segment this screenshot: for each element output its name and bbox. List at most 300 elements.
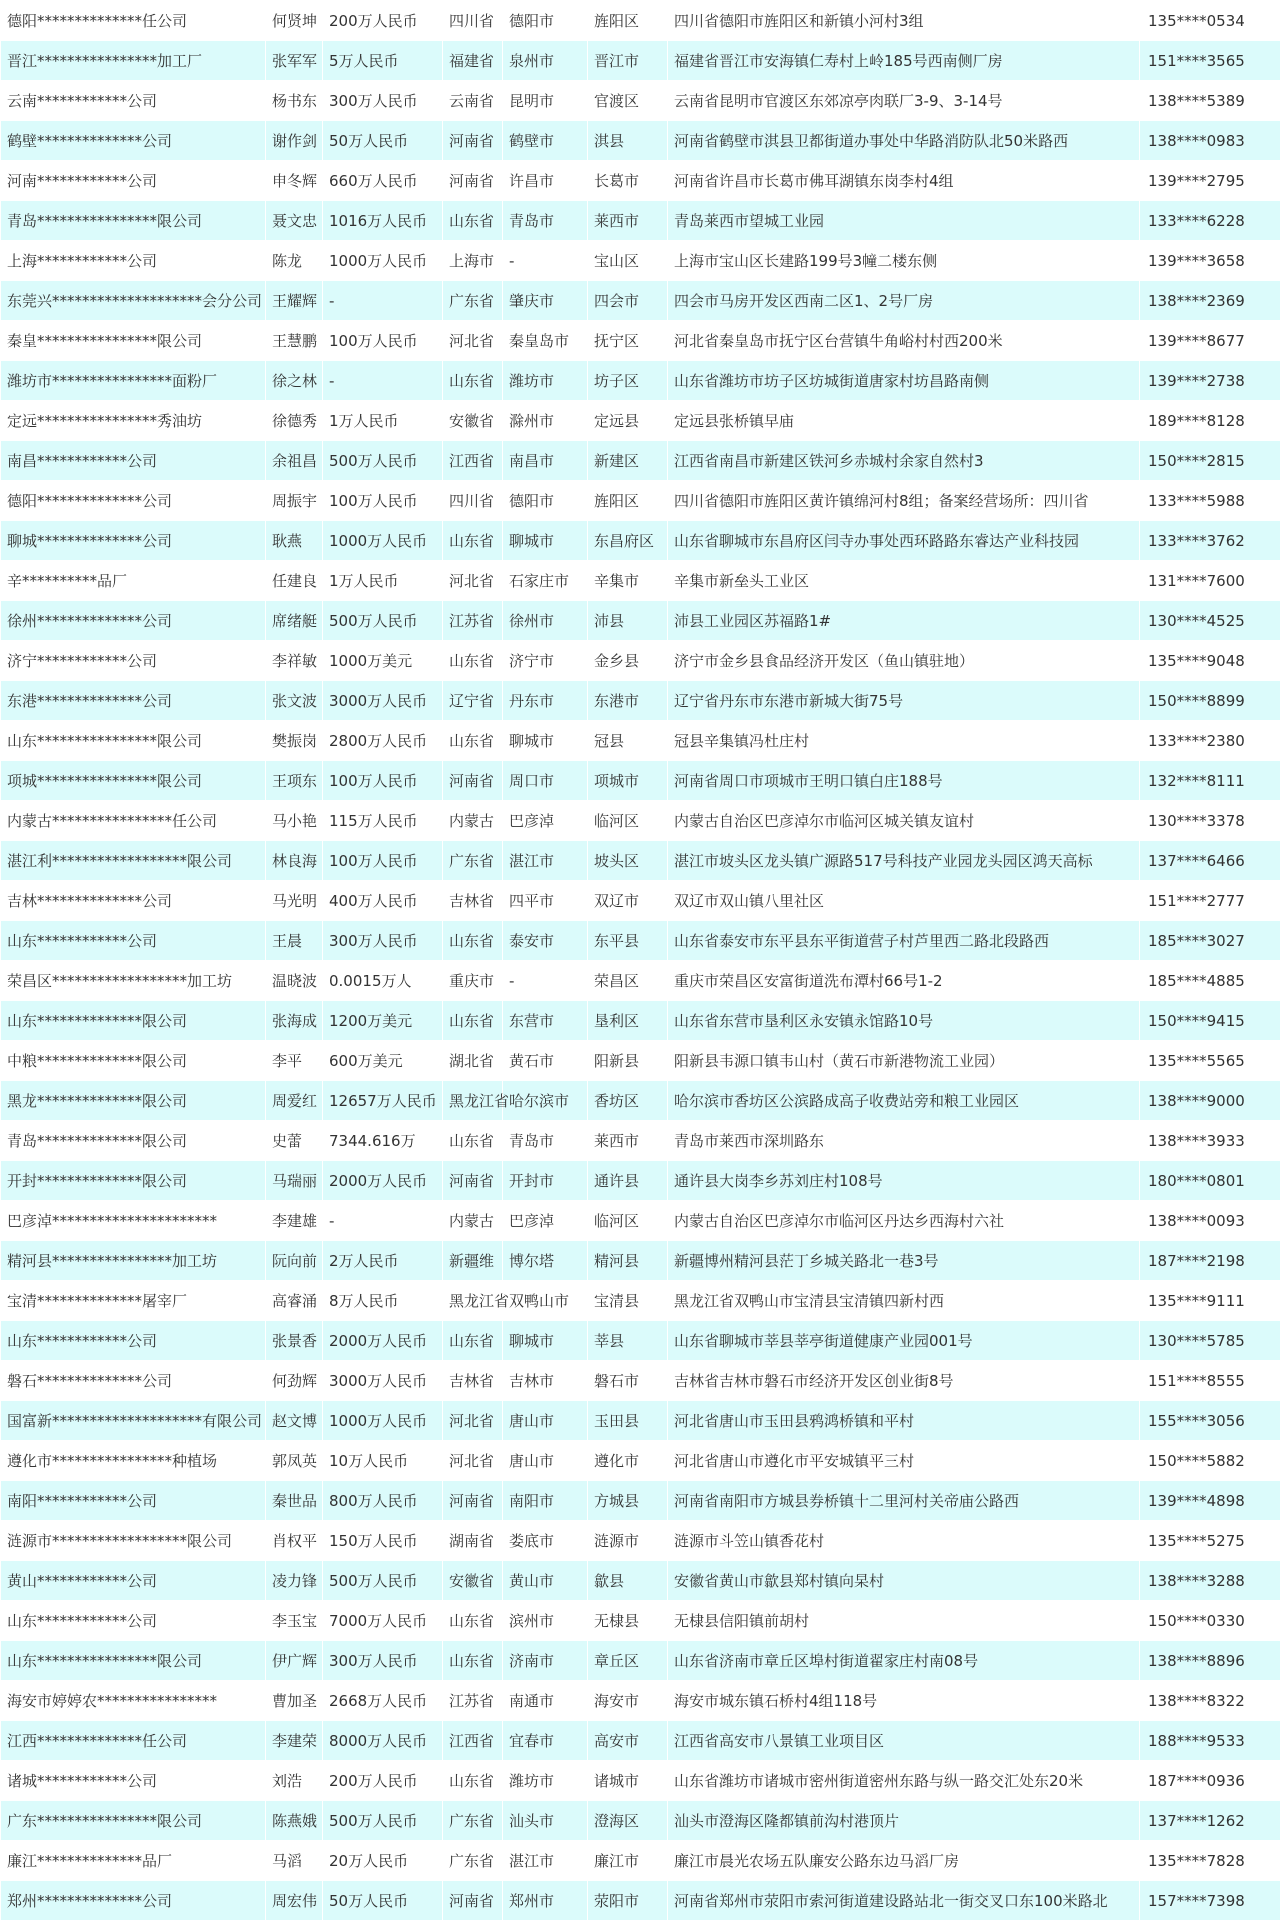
province-cell: 山东省 [443, 361, 503, 401]
phone-cell: 133****2380 [1140, 721, 1281, 761]
legal-rep-cell: 李玉宝 [266, 1601, 323, 1641]
company-name-cell: 内蒙古****************任公司 [1, 801, 266, 841]
table-row [1, 1881, 1281, 1921]
company-name-cell: 巴彦淖********************** [1, 1201, 266, 1241]
city-cell: 开封市 [503, 1161, 588, 1201]
capital-cell: 3000万人民币 [323, 1361, 443, 1401]
legal-rep-cell: 阮向前 [266, 1241, 323, 1281]
district-cell: 澄海区 [588, 1801, 668, 1841]
table-row [1, 1441, 1281, 1481]
address-cell: 内蒙古自治区巴彦淖尔市临河区城关镇友谊村 [668, 801, 1140, 841]
capital-cell: 7000万人民币 [323, 1601, 443, 1641]
city-cell: 鹤壁市 [503, 121, 588, 161]
table-row [1, 1561, 1281, 1601]
city-cell: 博尔塔 [503, 1241, 588, 1281]
phone-cell: 187****2198 [1140, 1241, 1281, 1281]
city-cell: 南阳市 [503, 1481, 588, 1521]
company-name-cell: 德阳**************公司 [1, 481, 266, 521]
city-cell: - [503, 241, 588, 281]
address-cell: 哈尔滨市香坊区公滨路成高子收费站旁和粮工业园区 [668, 1081, 1140, 1121]
province-cell: 江西省 [443, 1721, 503, 1761]
province-cell: 湖北省 [443, 1041, 503, 1081]
table-row [1, 1121, 1281, 1161]
province-cell: 云南省 [443, 81, 503, 121]
address-cell: 河南省南阳市方城县券桥镇十二里河村关帝庙公路西 [668, 1481, 1140, 1521]
province-cell: 安徽省 [443, 1561, 503, 1601]
capital-cell: 1000万美元 [323, 641, 443, 681]
district-cell: 旌阳区 [588, 1, 668, 41]
table-row [1, 1041, 1281, 1081]
address-cell: 河北省秦皇岛市抚宁区台营镇牛角峪村村西200米 [668, 321, 1140, 361]
legal-rep-cell: 高睿涌 [266, 1281, 323, 1321]
phone-cell: 138****2369 [1140, 281, 1281, 321]
province-cell: 山东省 [443, 1121, 503, 1161]
province-cell: 福建省 [443, 41, 503, 81]
company-name-cell: 山东****************限公司 [1, 721, 266, 761]
address-cell: 内蒙古自治区巴彦淖尔市临河区丹达乡西海村六社 [668, 1201, 1140, 1241]
address-cell: 济宁市金乡县食品经济开发区（鱼山镇驻地） [668, 641, 1140, 681]
legal-rep-cell: 曹加圣 [266, 1681, 323, 1721]
capital-cell: 300万人民币 [323, 81, 443, 121]
province-cell: 黑龙江省 [443, 1081, 503, 1121]
phone-cell: 138****8896 [1140, 1641, 1281, 1681]
legal-rep-cell: 史蕾 [266, 1121, 323, 1161]
phone-cell: 135****7828 [1140, 1841, 1281, 1881]
phone-cell: 185****4885 [1140, 961, 1281, 1001]
phone-cell: 139****2795 [1140, 161, 1281, 201]
province-cell: 山东省 [443, 201, 503, 241]
legal-rep-cell: 何贤坤 [266, 1, 323, 41]
address-cell: 云南省昆明市官渡区东郊凉亭肉联厂3-9、3-14号 [668, 81, 1140, 121]
legal-rep-cell: 周宏伟 [266, 1881, 323, 1921]
table-row [1, 1521, 1281, 1561]
address-cell: 冠县辛集镇冯杜庄村 [668, 721, 1140, 761]
phone-cell: 139****3658 [1140, 241, 1281, 281]
company-name-cell: 廉江**************品厂 [1, 1841, 266, 1881]
company-name-cell: 山东************公司 [1, 921, 266, 961]
district-cell: 章丘区 [588, 1641, 668, 1681]
province-cell: 广东省 [443, 1841, 503, 1881]
address-cell: 湛江市坡头区龙头镇广源路517号科技产业园龙头园区鸿天高标 [668, 841, 1140, 881]
company-name-cell: 吉林**************公司 [1, 881, 266, 921]
province-cell: 河南省 [443, 761, 503, 801]
address-cell: 无棣县信阳镇前胡村 [668, 1601, 1140, 1641]
province-cell: 上海市 [443, 241, 503, 281]
district-cell: 宝清县 [588, 1281, 668, 1321]
address-cell: 山东省济南市章丘区埠村街道翟家庄村南08号 [668, 1641, 1140, 1681]
phone-cell: 189****8128 [1140, 401, 1281, 441]
phone-cell: 150****5882 [1140, 1441, 1281, 1481]
province-cell: 山东省 [443, 1321, 503, 1361]
district-cell: 东平县 [588, 921, 668, 961]
capital-cell: 8000万人民币 [323, 1721, 443, 1761]
district-cell: 长葛市 [588, 161, 668, 201]
city-cell: 潍坊市 [503, 1761, 588, 1801]
city-cell: 黄石市 [503, 1041, 588, 1081]
city-cell: 汕头市 [503, 1801, 588, 1841]
phone-cell: 138****5389 [1140, 81, 1281, 121]
table-row [1, 721, 1281, 761]
phone-cell: 138****8322 [1140, 1681, 1281, 1721]
phone-cell: 188****9533 [1140, 1721, 1281, 1761]
province-cell: 吉林省 [443, 1361, 503, 1401]
capital-cell: 8万人民币 [323, 1281, 443, 1321]
province-cell: 新疆维 [443, 1241, 503, 1281]
phone-cell: 155****3056 [1140, 1401, 1281, 1441]
company-name-cell: 晋江****************加工厂 [1, 41, 266, 81]
company-name-cell: 海安市婷婷农**************** [1, 1681, 266, 1721]
table-row [1, 1681, 1281, 1721]
company-name-cell: 东莞兴********************会分公司 [1, 281, 266, 321]
district-cell: 冠县 [588, 721, 668, 761]
capital-cell: 1000万人民币 [323, 521, 443, 561]
capital-cell: 100万人民币 [323, 841, 443, 881]
capital-cell: 1200万美元 [323, 1001, 443, 1041]
table-row [1, 481, 1281, 521]
table-row [1, 1841, 1281, 1881]
province-cell: 吉林省 [443, 881, 503, 921]
district-cell: 东港市 [588, 681, 668, 721]
address-cell: 通许县大岗李乡苏刘庄村108号 [668, 1161, 1140, 1201]
province-cell: 山东省 [443, 1761, 503, 1801]
company-name-cell: 宝清**************屠宰厂 [1, 1281, 266, 1321]
capital-cell: 50万人民币 [323, 1881, 443, 1921]
company-name-cell: 青岛**************限公司 [1, 1121, 266, 1161]
district-cell: 玉田县 [588, 1401, 668, 1441]
address-cell: 四会市马房开发区西南二区1、2号厂房 [668, 281, 1140, 321]
phone-cell: 150****8899 [1140, 681, 1281, 721]
province-cell: 河南省 [443, 1881, 503, 1921]
company-name-cell: 东港**************公司 [1, 681, 266, 721]
capital-cell: 200万人民币 [323, 1761, 443, 1801]
province-cell: 山东省 [443, 1601, 503, 1641]
legal-rep-cell: 耿燕 [266, 521, 323, 561]
legal-rep-cell: 李建荣 [266, 1721, 323, 1761]
phone-cell: 130****3378 [1140, 801, 1281, 841]
legal-rep-cell: 杨书东 [266, 81, 323, 121]
district-cell: 歙县 [588, 1561, 668, 1601]
address-cell: 河南省鹤壁市淇县卫都街道办事处中华路消防队北50米路西 [668, 121, 1140, 161]
capital-cell: 100万人民币 [323, 481, 443, 521]
legal-rep-cell: 聂文忠 [266, 201, 323, 241]
phone-cell: 135****9111 [1140, 1281, 1281, 1321]
legal-rep-cell: 马光明 [266, 881, 323, 921]
table-row [1, 281, 1281, 321]
district-cell: 四会市 [588, 281, 668, 321]
table-row [1, 1641, 1281, 1681]
city-cell: 秦皇岛市 [503, 321, 588, 361]
district-cell: 新建区 [588, 441, 668, 481]
district-cell: 沛县 [588, 601, 668, 641]
legal-rep-cell: 李祥敏 [266, 641, 323, 681]
company-name-cell: 磐石**************公司 [1, 1361, 266, 1401]
address-cell: 山东省聊城市东昌府区闫寺办事处西环路路东睿达产业科技园 [668, 521, 1140, 561]
city-cell: 双鸭山市 [503, 1281, 588, 1321]
address-cell: 新疆博州精河县茫丁乡城关路北一巷3号 [668, 1241, 1140, 1281]
table-row [1, 1321, 1281, 1361]
city-cell: 湛江市 [503, 1841, 588, 1881]
city-cell: 丹东市 [503, 681, 588, 721]
phone-cell: 151****2777 [1140, 881, 1281, 921]
table-row [1, 601, 1281, 641]
city-cell: 哈尔滨市 [503, 1081, 588, 1121]
legal-rep-cell: 陈龙 [266, 241, 323, 281]
legal-rep-cell: 刘浩 [266, 1761, 323, 1801]
legal-rep-cell: 周振宇 [266, 481, 323, 521]
phone-cell: 135****9048 [1140, 641, 1281, 681]
province-cell: 河北省 [443, 1441, 503, 1481]
company-name-cell: 湛江利******************限公司 [1, 841, 266, 881]
legal-rep-cell: 马小艳 [266, 801, 323, 841]
phone-cell: 150****0330 [1140, 1601, 1281, 1641]
address-cell: 黑龙江省双鸭山市宝清县宝清镇四新村西 [668, 1281, 1140, 1321]
table-row [1, 1161, 1281, 1201]
city-cell: 肇庆市 [503, 281, 588, 321]
phone-cell: 131****7600 [1140, 561, 1281, 601]
phone-cell: 138****3288 [1140, 1561, 1281, 1601]
city-cell: 巴彦淖 [503, 801, 588, 841]
capital-cell: 100万人民币 [323, 321, 443, 361]
company-name-cell: 江西**************任公司 [1, 1721, 266, 1761]
legal-rep-cell: 任建良 [266, 561, 323, 601]
capital-cell: 12657万人民币 [323, 1081, 443, 1121]
table-row [1, 1241, 1281, 1281]
city-cell: 巴彦淖 [503, 1201, 588, 1241]
province-cell: 安徽省 [443, 401, 503, 441]
company-name-cell: 河南************公司 [1, 161, 266, 201]
table-row [1, 1481, 1281, 1521]
capital-cell: 2000万人民币 [323, 1161, 443, 1201]
table-row [1, 441, 1281, 481]
city-cell: 聊城市 [503, 1321, 588, 1361]
capital-cell: 400万人民币 [323, 881, 443, 921]
company-name-cell: 青岛****************限公司 [1, 201, 266, 241]
capital-cell: 150万人民币 [323, 1521, 443, 1561]
legal-rep-cell: 郭凤英 [266, 1441, 323, 1481]
capital-cell: 7344.616万 [323, 1121, 443, 1161]
address-cell: 山东省聊城市莘县莘亭街道健康产业园001号 [668, 1321, 1140, 1361]
address-cell: 阳新县韦源口镇韦山村（黄石市新港物流工业园） [668, 1041, 1140, 1081]
table-row [1, 561, 1281, 601]
company-name-cell: 项城****************限公司 [1, 761, 266, 801]
city-cell: - [503, 961, 588, 1001]
phone-cell: 151****8555 [1140, 1361, 1281, 1401]
phone-cell: 135****5275 [1140, 1521, 1281, 1561]
legal-rep-cell: 张军军 [266, 41, 323, 81]
district-cell: 荣昌区 [588, 961, 668, 1001]
capital-cell: 1万人民币 [323, 561, 443, 601]
district-cell: 坡头区 [588, 841, 668, 881]
province-cell: 重庆市 [443, 961, 503, 1001]
capital-cell: 500万人民币 [323, 601, 443, 641]
city-cell: 四平市 [503, 881, 588, 921]
phone-cell: 139****8677 [1140, 321, 1281, 361]
legal-rep-cell: 马瑞丽 [266, 1161, 323, 1201]
table-row [1, 1001, 1281, 1041]
company-name-cell: 山东************公司 [1, 1321, 266, 1361]
company-name-cell: 云南************公司 [1, 81, 266, 121]
capital-cell: 1016万人民币 [323, 201, 443, 241]
city-cell: 德阳市 [503, 1, 588, 41]
city-cell: 泉州市 [503, 41, 588, 81]
address-cell: 山东省泰安市东平县东平街道营子村芦里西二路北段路西 [668, 921, 1140, 961]
capital-cell: 10万人民币 [323, 1441, 443, 1481]
legal-rep-cell: 徐德秀 [266, 401, 323, 441]
district-cell: 定远县 [588, 401, 668, 441]
city-cell: 唐山市 [503, 1401, 588, 1441]
capital-cell: 2800万人民币 [323, 721, 443, 761]
capital-cell: 1000万人民币 [323, 241, 443, 281]
phone-cell: 180****0801 [1140, 1161, 1281, 1201]
table-row [1, 1361, 1281, 1401]
company-name-cell: 精河县****************加工坊 [1, 1241, 266, 1281]
district-cell: 宝山区 [588, 241, 668, 281]
capital-cell: 660万人民币 [323, 161, 443, 201]
table-row [1, 881, 1281, 921]
phone-cell: 132****8111 [1140, 761, 1281, 801]
district-cell: 香坊区 [588, 1081, 668, 1121]
capital-cell: 3000万人民币 [323, 681, 443, 721]
city-cell: 聊城市 [503, 521, 588, 561]
phone-cell: 135****5565 [1140, 1041, 1281, 1081]
address-cell: 青岛莱西市望城工业园 [668, 201, 1140, 241]
district-cell: 海安市 [588, 1681, 668, 1721]
capital-cell: - [323, 1201, 443, 1241]
district-cell: 莘县 [588, 1321, 668, 1361]
table-row [1, 1401, 1281, 1441]
phone-cell: 150****2815 [1140, 441, 1281, 481]
company-name-cell: 涟源市******************限公司 [1, 1521, 266, 1561]
table-row [1, 81, 1281, 121]
address-cell: 安徽省黄山市歙县郑村镇向杲村 [668, 1561, 1140, 1601]
province-cell: 河南省 [443, 1481, 503, 1521]
capital-cell: 2668万人民币 [323, 1681, 443, 1721]
address-cell: 河北省唐山市遵化市平安城镇平三村 [668, 1441, 1140, 1481]
city-cell: 周口市 [503, 761, 588, 801]
address-cell: 双辽市双山镇八里社区 [668, 881, 1140, 921]
province-cell: 河南省 [443, 1161, 503, 1201]
address-cell: 山东省潍坊市诸城市密州街道密州东路与纵一路交汇处东20米 [668, 1761, 1140, 1801]
table-row [1, 1, 1281, 41]
company-name-cell: 潍坊市****************面粉厂 [1, 361, 266, 401]
company-name-cell: 南阳************公司 [1, 1481, 266, 1521]
capital-cell: 600万美元 [323, 1041, 443, 1081]
district-cell: 廉江市 [588, 1841, 668, 1881]
company-name-cell: 南昌************公司 [1, 441, 266, 481]
legal-rep-cell: 李平 [266, 1041, 323, 1081]
capital-cell: 0.0015万人 [323, 961, 443, 1001]
company-name-cell: 济宁************公司 [1, 641, 266, 681]
legal-rep-cell: 席绪艇 [266, 601, 323, 641]
address-cell: 河北省唐山市玉田县鸦鸿桥镇和平村 [668, 1401, 1140, 1441]
province-cell: 江苏省 [443, 601, 503, 641]
district-cell: 诸城市 [588, 1761, 668, 1801]
district-cell: 精河县 [588, 1241, 668, 1281]
address-cell: 定远县张桥镇早庙 [668, 401, 1140, 441]
legal-rep-cell: 王慧鹏 [266, 321, 323, 361]
province-cell: 山东省 [443, 521, 503, 561]
table-row [1, 161, 1281, 201]
phone-cell: 185****3027 [1140, 921, 1281, 961]
district-cell: 阳新县 [588, 1041, 668, 1081]
table-row [1, 201, 1281, 241]
province-cell: 山东省 [443, 921, 503, 961]
city-cell: 泰安市 [503, 921, 588, 961]
capital-cell: 100万人民币 [323, 761, 443, 801]
table-row [1, 1201, 1281, 1241]
city-cell: 济宁市 [503, 641, 588, 681]
city-cell: 唐山市 [503, 1441, 588, 1481]
phone-cell: 151****3565 [1140, 41, 1281, 81]
city-cell: 湛江市 [503, 841, 588, 881]
legal-rep-cell: 李建雄 [266, 1201, 323, 1241]
table-row [1, 1721, 1281, 1761]
phone-cell: 139****4898 [1140, 1481, 1281, 1521]
district-cell: 荥阳市 [588, 1881, 668, 1921]
table-row [1, 1601, 1281, 1641]
phone-cell: 130****4525 [1140, 601, 1281, 641]
province-cell: 广东省 [443, 281, 503, 321]
address-cell: 江西省高安市八景镇工业项目区 [668, 1721, 1140, 1761]
table-row [1, 641, 1281, 681]
district-cell: 双辽市 [588, 881, 668, 921]
province-cell: 河南省 [443, 161, 503, 201]
district-cell: 晋江市 [588, 41, 668, 81]
company-name-cell: 秦皇****************限公司 [1, 321, 266, 361]
province-cell: 江西省 [443, 441, 503, 481]
district-cell: 遵化市 [588, 1441, 668, 1481]
legal-rep-cell: 王耀辉 [266, 281, 323, 321]
table-row [1, 1281, 1281, 1321]
district-cell: 莱西市 [588, 1121, 668, 1161]
capital-cell: 500万人民币 [323, 1801, 443, 1841]
company-name-cell: 山东**************限公司 [1, 1001, 266, 1041]
legal-rep-cell: 温晓波 [266, 961, 323, 1001]
city-cell: 滁州市 [503, 401, 588, 441]
capital-cell: - [323, 281, 443, 321]
company-name-cell: 开封**************限公司 [1, 1161, 266, 1201]
company-name-cell: 国富新********************有限公司 [1, 1401, 266, 1441]
company-name-cell: 山东************公司 [1, 1601, 266, 1641]
table-row [1, 521, 1281, 561]
table-row [1, 801, 1281, 841]
address-cell: 汕头市澄海区隆都镇前沟村港顶片 [668, 1801, 1140, 1841]
capital-cell: 800万人民币 [323, 1481, 443, 1521]
province-cell: 四川省 [443, 481, 503, 521]
phone-cell: 133****3762 [1140, 521, 1281, 561]
table-row [1, 41, 1281, 81]
table-row [1, 321, 1281, 361]
address-cell: 四川省德阳市旌阳区和新镇小河村3组 [668, 1, 1140, 41]
province-cell: 山东省 [443, 641, 503, 681]
table-row [1, 761, 1281, 801]
province-cell: 河北省 [443, 561, 503, 601]
legal-rep-cell: 凌力锋 [266, 1561, 323, 1601]
city-cell: 聊城市 [503, 721, 588, 761]
table-row [1, 401, 1281, 441]
district-cell: 高安市 [588, 1721, 668, 1761]
legal-rep-cell: 肖权平 [266, 1521, 323, 1561]
company-name-cell: 诸城************公司 [1, 1761, 266, 1801]
capital-cell: 2000万人民币 [323, 1321, 443, 1361]
company-name-cell: 德阳**************任公司 [1, 1, 266, 41]
province-cell: 江苏省 [443, 1681, 503, 1721]
district-cell: 磐石市 [588, 1361, 668, 1401]
province-cell: 山东省 [443, 721, 503, 761]
province-cell: 内蒙古 [443, 1201, 503, 1241]
phone-cell: 150****9415 [1140, 1001, 1281, 1041]
province-cell: 内蒙古 [443, 801, 503, 841]
